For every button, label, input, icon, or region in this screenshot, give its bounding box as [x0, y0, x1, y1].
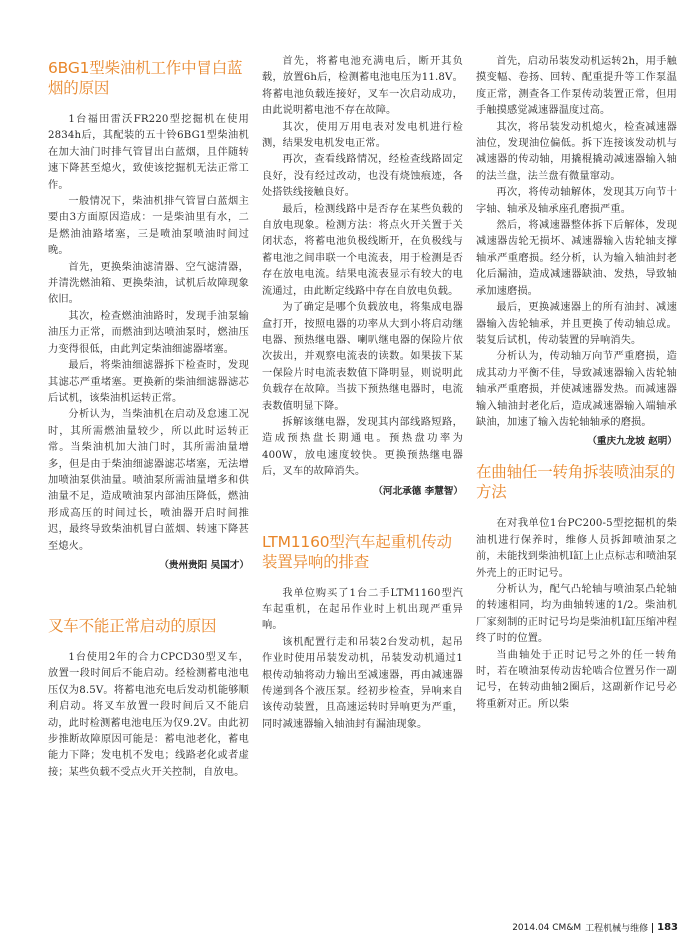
article-title: 6BG1型柴油机工作中冒白蓝烟的原因 — [48, 59, 243, 97]
paragraph: 最后，更换减速器上的所有油封、减速器输入齿轮轴承，并且更换了传动轴总成。装复后试机，传动装置的异响消失。 — [476, 302, 677, 346]
paragraph: 1台福田雷沃FR220型挖掘机在使用2834h后，其配装的五十铃6BG1型柴油机在加大油门时排气管冒出白蓝烟，且伴随转速下降甚至熄火，致使该挖掘机无法正常工作。 — [48, 114, 249, 191]
author-byline: （贵州贵阳 吴国才） — [159, 559, 249, 571]
column-2 — [262, 40, 463, 950]
footer-issue: 2014.04 CM&M — [512, 922, 582, 933]
article-title: LTM1160型汽车起重机传动装置异响的排查 — [262, 532, 452, 571]
article-body — [48, 650, 249, 781]
paragraph: 分析认为，当柴油机在启动及怠速工况时，其所需燃油量较少，所以此时运转正常。当柴油机加大油门时，其所需油量增多，但是由于柴油细滤器滤芯堵塞，无法增加喷油泵供油量。喷油泵所需油量增多和供油量不足，造成喷油泵内部油压降低，燃油形成高压的时间过长，喷油器开启时间推迟，最终导致柴油机冒白蓝烟、转速下降甚至熄火。 — [48, 409, 249, 552]
author-byline: （河北承德 李慧智） — [373, 485, 463, 497]
paragraph: 在对我单位1台PC200-5型挖掘机的柴油机进行保养时，维修人员拆卸喷油泵之前，未能找到柴油机Ⅰ缸上止点标志和喷油泵外壳上的正时记号。 — [476, 518, 677, 579]
paragraph: 该机配置行走和吊装2台发动机，起吊作业时使用吊装发动机，吊装发动机通过1根传动轴将动力输出至减速器，再由减速器传递到各个液压泵。经初步检查，异响来自该传动装置，且高速运转时异响更为严重，同时减速器输入轴油封有漏油现象。 — [262, 636, 463, 730]
paragraph: 首先，启动吊装发动机运转2h，用手触摸变幅、卷扬、回转、配重提升等工作泵温度正常，测查各工作泵传动装置正常，但用手触摸感觉减速器温度过高。 — [476, 56, 677, 117]
author-byline: （重庆九龙坡 赵明） — [587, 436, 677, 448]
article-body — [476, 54, 677, 431]
footer-magazine: 工程机械与维修 — [585, 924, 649, 934]
paragraph: 为了确定是哪个负载放电，将集成电器盒打开，按照电器的功率从大到小将启动继电器、预热继电器、喇叭继电器的保险片依次拔出，并观察电流表的读数。如果拔下某一保险片时电流表数值下降明显，则说明此负载存在故障。当拔下预热继电器时，电流表数值明显下降。 — [262, 302, 463, 412]
column-3 — [476, 40, 677, 950]
paragraph: 当曲轴处于正时记号之外的任一转角时，若在喷油泵传动齿轮啮合位置另作一副记号，在转动曲轴2圈后，这副新作记号必将重新对正。所以柴 — [476, 649, 677, 710]
footer-divider — [652, 923, 653, 933]
paragraph: 然后，将减速器整体拆下后解体，发现减速器齿轮无损坏、减速器输入齿轮轴支撑轴承严重磨损。经分析，认为输入轴油封老化后漏油，造成减速器缺油、发热，导致轴承加速磨损。 — [476, 220, 677, 297]
paragraph: 最后，将柴油细滤器拆下检查时，发现其滤芯严重堵塞。更换新的柴油细滤器滤芯后试机，该柴油机运转正常。 — [48, 360, 249, 404]
paragraph: 分析认为，配气凸轮轴与喷油泵凸轮轴的转速相同，均为曲轴转速的1/2。柴油机厂家刻制的正时记号均是柴油机Ⅰ缸压缩冲程终了时的位置。 — [476, 583, 677, 645]
paragraph: 其次，检查燃油油路时，发现手油泵输油压力正常，而燃油到达喷油泵时，燃油压力变得很低，由此判定柴油细滤器堵塞。 — [48, 310, 249, 355]
paragraph: 我单位购买了1台二手LTM1160型汽车起重机，在起吊作业时上机出现严重异响。 — [262, 587, 463, 632]
paragraph: 分析认为，传动轴万向节严重磨损，造成其动力平衡不佳，导致减速器输入齿轮轴轴承严重磨损，并使减速器发热。而减速器输入轴油封老化后，造成减速器输入端轴承缺油，加速了输入齿轮轴轴承的磨损。 — [476, 351, 677, 428]
paragraph: 首先，将蓄电池充满电后，断开其负载，放置6h后，检测蓄电池电压为11.8V。将蓄电池负载连接好，叉车一次启动成功，由此说明蓄电池不存在故障。 — [262, 56, 463, 117]
paragraph: 最后，检测线路中是否存在某些负载的自放电现象。检测方法：将点火开关置于关闭状态，将蓄电池负极线断开，在负极线与蓄电池之间串联一个电流表，用于检测是否存在放电电流。结果电流表显示有较大的电流通过，由此断定线路中存在自放电负载。 — [262, 203, 463, 297]
page-number: 183 — [657, 922, 678, 933]
paragraph: 其次，将吊装发动机熄火，检查减速器油位，发现油位偏低。拆下连接该发动机与减速器的传动轴，用撬棍撬动减速器输入轴的法兰盘，法兰盘有微量窜动。 — [476, 121, 677, 182]
paragraph: 其次，使用万用电表对发电机进行检测，结果发电机发电正常。 — [262, 121, 463, 150]
paragraph: 1台使用2年的合力CPCD30型叉车，放置一段时间后不能启动。经检测蓄电池电压仅为8.5V。将蓄电池充电后发动机能够顺利启动。将叉车放置一段时间后又不能启动，此时检测蓄电池电压为仅9.2V。由此初步推断故障原因可能是：蓄电池老化，蓄电能力下降；发电机不发电；线路老化或者虚接；某些负载不受点火开关控制，自放电。 — [48, 651, 249, 778]
article-body — [48, 112, 249, 555]
column-1 — [48, 40, 249, 950]
paragraph: 再次，查看线路情况，经检查线路固定良好，没有经过改动，也没有烧蚀痕迹，各处搭铁线接触良好。 — [262, 154, 463, 199]
article-body — [262, 586, 463, 734]
paragraph: 拆解该继电器，发现其内部线路短路，造成预热盘长期通电。预热盘功率为400W，放电速度较快。更换预热继电器后，叉车的故障消失。 — [262, 416, 463, 478]
paragraph: 一般情况下，柴油机排气管冒白蓝烟主要由3方面原因造成：一是柴油里有水，二是燃油油路堵塞，三是喷油泵喷油时间过晚。 — [48, 196, 249, 257]
article-body — [262, 54, 463, 481]
paragraph: 再次，将传动轴解体，发现其万向节十字轴、轴承及轴承座孔磨损严重。 — [476, 187, 677, 215]
page-footer — [512, 921, 678, 934]
paragraph: 首先，更换柴油滤清器、空气滤清器，并清洗燃油箱、更换柴油，试机后故障现象依旧。 — [48, 261, 249, 306]
article-title: 叉车不能正常启动的原因 — [48, 616, 217, 635]
article-body — [476, 516, 677, 713]
article-title: 在曲轴任一转角拆装喷油泵的方法 — [476, 463, 675, 502]
